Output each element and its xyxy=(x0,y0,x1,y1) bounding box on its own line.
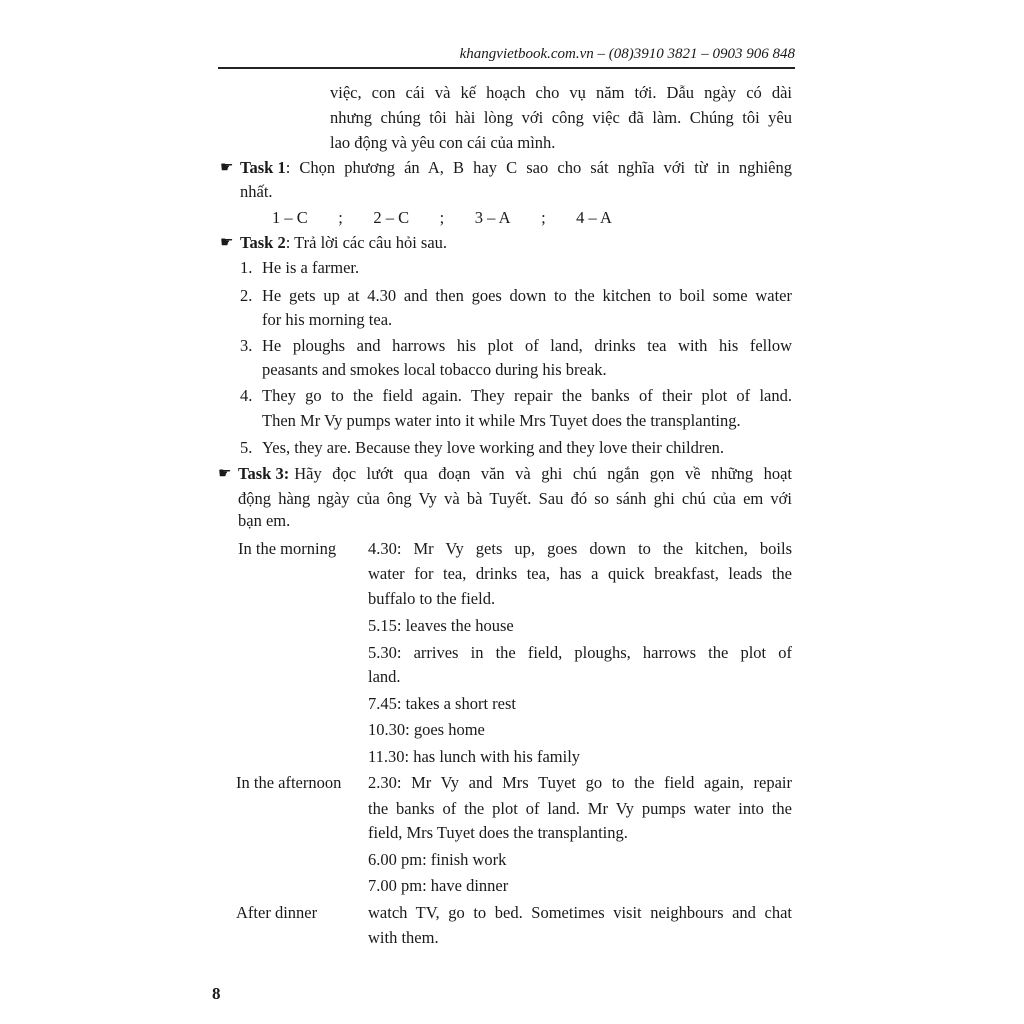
pointing-hand-icon: ☛ xyxy=(218,466,232,482)
note-line: 5.15: leaves the house xyxy=(368,616,514,635)
task3-text: bạn em. xyxy=(238,511,291,530)
answer-line: He ploughs and harrows his plot of land, drinks tea with his fellow xyxy=(262,336,792,355)
answer: 1 – C xyxy=(272,208,308,227)
evening-label: After dinner xyxy=(236,903,318,922)
separator: ; xyxy=(541,208,546,227)
note-line: 11.30: has lunch with his family xyxy=(368,747,581,766)
note-line: 10.30: goes home xyxy=(368,720,485,739)
note-line: with them. xyxy=(368,928,439,947)
page-header: khangvietbook.com.vn – (08)3910 3821 – 0903 906 848 xyxy=(459,46,795,62)
separator: ; xyxy=(439,208,445,227)
item-number: 4. xyxy=(240,386,253,405)
separator: ; xyxy=(338,208,343,227)
note-line: 5.30: arrives in the field, ploughs, harrows the plot of xyxy=(368,643,792,662)
note-line: 2.30: Mr Vy and Mrs Tuyet go to the field again, repair xyxy=(368,773,792,792)
intro-line: lao động và yêu con cái của mình. xyxy=(330,133,556,152)
answer: 3 – A xyxy=(474,208,511,227)
task3-label: Task 3: xyxy=(238,464,290,483)
task1-text: nhất. xyxy=(240,182,273,201)
task1-text: : Chọn phương án A, B hay C sao cho sát nghĩa với từ in nghiêng xyxy=(285,158,792,177)
morning-label: In the morning xyxy=(238,539,337,558)
task2-text: : Trả lời các câu hỏi sau. xyxy=(285,233,448,252)
note-line: 4.30: Mr Vy gets up, goes down to the kitchen, boils xyxy=(368,539,792,558)
note-line: 7.00 pm: have dinner xyxy=(368,876,509,895)
answer-line: for his morning tea. xyxy=(262,310,393,329)
pointing-hand-icon: ☛ xyxy=(220,235,234,251)
answer-line: peasants and smokes local tobacco during his break. xyxy=(262,360,607,379)
item-number: 1. xyxy=(240,258,253,277)
task3-heading xyxy=(238,462,792,486)
intro-line: nhưng chúng tôi hài lòng với công việc đã làm. Chúng tôi yêu xyxy=(330,108,792,127)
answer-line: Yes, they are. Because they love working and they love their children. xyxy=(262,438,725,457)
task1-answers xyxy=(272,206,612,230)
answer: 2 – C xyxy=(373,208,410,227)
item-number: 2. xyxy=(240,286,253,305)
task1-label: Task 1 xyxy=(240,158,286,177)
page-number: 8 xyxy=(212,984,221,1003)
afternoon-label: In the afternoon xyxy=(236,773,342,792)
pointing-hand-icon: ☛ xyxy=(220,160,234,176)
task2-label: Task 2 xyxy=(240,233,286,252)
answer-line: He gets up at 4.30 and then goes down to the kitchen to boil some water xyxy=(262,286,792,305)
item-number: 5. xyxy=(240,438,253,457)
task3-text: động hàng ngày của ông Vy và bà Tuyết. Sau đó so sánh ghi chú của em với xyxy=(238,489,792,508)
header-rule xyxy=(218,67,795,69)
note-line: the banks of the plot of land. Mr Vy pumps water into the xyxy=(368,799,792,818)
answer-line: Then Mr Vy pumps water into it while Mrs Tuyet does the transplanting. xyxy=(262,411,741,430)
task2-heading xyxy=(240,231,447,255)
note-line: field, Mrs Tuyet does the transplanting. xyxy=(368,823,628,842)
note-line: water for tea, drinks tea, has a quick breakfast, leads the xyxy=(368,564,792,583)
intro-line: việc, con cái và kế hoạch cho vụ năm tới. Dẫu ngày có dài xyxy=(330,83,792,102)
note-line: buffalo to the field. xyxy=(368,589,496,608)
item-number: 3. xyxy=(240,336,253,355)
note-line: 6.00 pm: finish work xyxy=(368,850,507,869)
answer-line: They go to the field again. They repair the banks of their plot of land. xyxy=(262,386,792,405)
answer-line: He is a farmer. xyxy=(262,258,360,277)
note-line: watch TV, go to bed. Sometimes visit neighbours and chat xyxy=(368,903,792,922)
answer: 4 – A xyxy=(576,208,612,227)
note-line: land. xyxy=(368,667,401,686)
task3-text: Hãy đọc lướt qua đoạn văn và ghi chú ngắn gọn về những hoạt xyxy=(294,464,792,483)
task1-heading xyxy=(240,156,792,180)
note-line: 7.45: takes a short rest xyxy=(368,694,517,713)
